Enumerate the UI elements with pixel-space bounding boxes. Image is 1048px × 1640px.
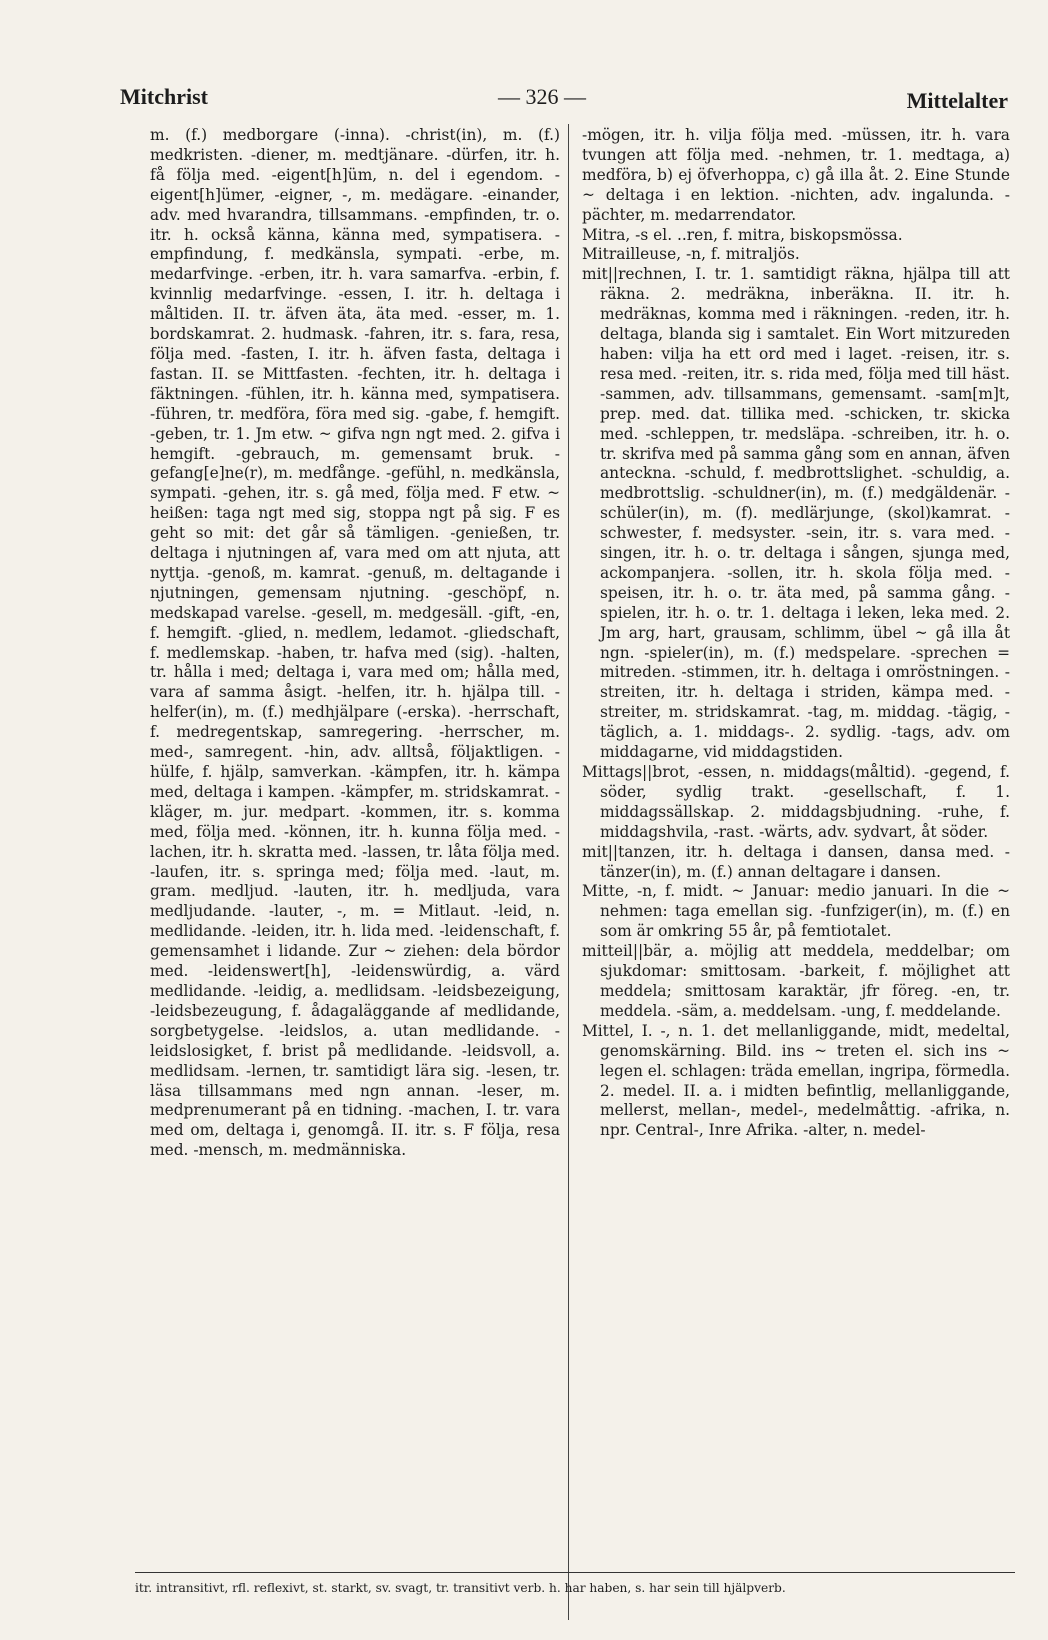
dictionary-entry: m. (f.) medborgare (-inna). -christ(in), m. (f.) medkristen. -diener, m. medtjänare. -dürfen, itr. h. få följa med. -eigent[h]üm, n. del i egendom. -eigent[h]ümer, -eigner, -, m. medägare. -einander, adv. med hvarandra, tillsammans. -empfinden, tr. o. itr. h. också känna, känna med, sympatisera. -empfindung, f. medkänsla, sympati. -erbe, m. medarfvinge. -erben, itr. h. vara samarfva. -erbin, f. kvinnlig medarfvinge. -essen, I. itr. h. deltaga i måltiden. II. tr. äfven äta, äta med. -esser, m. 1. bordskamrat. 2. hudmask. -fahren, itr. s. fara, resa, följa med. -fasten, I. itr. h. äfven fasta, deltaga i fastan. II. se Mittfasten. -fechten, itr. h. deltaga i fäktningen. -fühlen, itr. h. känna med, sympatisera. -führen, tr. medföra, föra med sig. -gabe, f. hemgift. -geben, tr. 1. Jm etw. ~ gifva ngn ngt med. 2. gifva i hemgift. -gebrauch, m. gemensamt bruk. -gefang[e]ne(r), m. medfånge. -gefühl, n. medkänsla, sympati. -gehen, itr. s. gå med, följa med. F etw. ~ heißen: taga ngt med sig, stoppa ngt på sig. F es geht so mit: det går så tämligen. -genießen, tr. deltaga i njutningen af, vara med om att njuta, att nyttja. -genoß, m. kamrat. -genuß, m. deltagande i njutningen, gemensam njutning. -geschöpf, n. medskapad varelse. -gesell, m. medgesäll. -gift, -en, f. hemgift. -glied, n. medlem, ledamot. -gliedschaft, f. medlemskap. -haben, tr. hafva med (sig). -halten, tr. hålla i med; deltaga i, vara med om; hålla med, vara af samma åsigt. -helfen, itr. h. hjälpa till. -helfer(in), m. (f.) medhjälpare (-erska). -herrschaft, f. medregentskap, samregering. -herrscher, m. med-, samregent. -hin, adv. alltså, följaktligen. -hülfe, f. hjälp, samverkan. -kämpfen, itr. h. kämpa med, deltaga i kampen. -kämpfer, m. stridskamrat. -kläger, m. jur. medpart. -kommen, itr. s. komma med, följa med. -können, itr. h. kunna följa med. -lachen, itr. h. skratta med. -lassen, tr. låta följa med. -laufen, itr. s. springa med; följa med. -laut, m. gram. medljud. -lauten, itr. h. medljuda, vara medljudande. -lauter, -, m. = Mitlaut. -leid, n. medlidande. -leiden, itr. h. lida med. -leidenschaft, f. gemensamhet i lidande. Zur ~ ziehen: dela bördor med. -leidenswert[h], -leidenswürdig, a. värd medlidande. -leidig, a. medlidsam. -leidsbezeigung, -leidsbezeugung, f. ådagaläggande af medlidande, sorgbetygelse. -leidslos, a. utan medlidande. -leidslosigket, f. brist på medlidande. -leidsvoll, a. medlidsam. -lernen, tr. samtidigt lära sig. -lesen, tr. läsa tillsammans med ngn annan. -leser, m. medprenumerant på en tidning. -machen, I. tr. vara med om, deltaga i, genomgå. II. itr. s. F följa, resa med. -mensch, m. medmänniska. xyxy=(150,126,560,1160)
dictionary-entry: Mittags||brot, -essen, n. middags(måltid). -gegend, f. söder, sydlig trakt. -gesellschaft, f. 1. middagssällskap. 2. middagsbjudning. -ruhe, f. middagshvila, -rast. -wärts, adv. sydvart, åt söder. xyxy=(582,763,1010,841)
dictionary-entry: mit||rechnen, I. tr. 1. samtidigt räkna, hjälpa till att räkna. 2. medräkna, inberäkna. II. itr. h. medräknas, komma med i räkningen. -reden, itr. h. deltaga, blanda sig i samtalet. Ein Wort mitzureden haben: vilja ha ett ord med i laget. -reisen, itr. s. resa med. -reiten, itr. s. rida med, följa med till häst. -sammen, adv. tillsammans, gemensamt. -sam[m]t, prep. med. dat. tillika med. -schicken, tr. skicka med. -schleppen, tr. medsläpa. -schreiben, itr. h. o. tr. skrifva med på samma gång som en annan, äfven anteckna. -schuld, f. medbrottslighet. -schuldig, a. medbrottslig. -schuldner(in), m. (f.) medgäldenär. -schüler(in), m. (f). medlärjunge, (skol)kamrat. -schwester, f. medsyster. -sein, itr. s. vara med. -singen, itr. h. o. tr. deltaga i sången, sjunga med, ackompanjera. -sollen, itr. h. skola följa med. -speisen, itr. h. o. tr. äta med, på samma gång. -spielen, itr. h. o. tr. 1. deltaga i leken, leka med. 2. Jm arg, hart, grausam, schlimm, übel ~ gå illa åt ngn. -spieler(in), m. (f.) medspelare. -sprechen = mitreden. -stimmen, itr. h. deltaga i omröstningen. -streiten, itr. h. deltaga i striden, kämpa med. -streiter, m. stridskamrat. -tag, m. middag. -tägig, -täglich, a. 1. middags-. 2. sydlig. -tags, adv. om middagarne, vid middagstiden. xyxy=(582,265,1010,762)
dictionary-entry: Mitrailleuse, -n, f. mitraljös. xyxy=(582,245,800,264)
dictionary-entry: Mittel, I. -, n. 1. det mellanliggande, midt, medeltal, genomskärning. Bild. ins ~ treten el. sich ins ~ legen el. schlagen: träda emellan, ingripa, förmedla. 2. medel. II. a. i midten befintlig, mellanliggande, mellerst, mellan-, medel-, medelmåttig. -afrika, n. npr. Central-, Inre Afrika. -alter, n. medel- xyxy=(582,1021,1010,1140)
page-number: — 326 — xyxy=(498,84,586,109)
header-left-guideword: Mitchrist xyxy=(120,84,208,109)
left-column xyxy=(150,126,560,1161)
column-divider xyxy=(568,124,569,1620)
abbreviation-footer: itr. intransitivt, rfl. reflexivt, st. starkt, sv. svagt, tr. transitivt verb. h. har haben, s. har sein till hjälpverb. xyxy=(135,1572,1015,1595)
right-column xyxy=(582,126,1010,1141)
dictionary-entry: -mögen, itr. h. vilja följa med. -müssen, itr. h. vara tvungen att följa med. -nehmen, tr. 1. medtaga, a) medföra, b) ej öfverhoppa, c) gå illa åt. 2. Eine Stunde ~ deltaga i en lektion. -nichten, adv. ingalunda. -pächter, m. medarrendator. xyxy=(582,126,1010,224)
dictionary-entry: Mitte, -n, f. midt. ~ Januar: medio januari. In die ~ nehmen: taga emellan sig. -funfziger(in), m. (f.) en som är omkring 55 år, på femtiotalet. xyxy=(582,882,1010,941)
dictionary-entry: Mitra, -s el. ..ren, f. mitra, biskopsmössa. xyxy=(582,225,903,244)
dictionary-entry: mitteil||bär, a. möjlig att meddela, meddelbar; om sjukdomar: smittosam. -barkeit, f. möjlighet att meddela; smittosam karaktär, jfr föreg. -en, tr. meddela. -säm, a. meddelsam. -ung, f. meddelande. xyxy=(582,942,1010,1020)
header-right-guideword: Mittelalter xyxy=(906,88,1008,113)
page-header xyxy=(120,84,1008,114)
dictionary-entry: mit||tanzen, itr. h. deltaga i dansen, dansa med. -tänzer(in), m. (f.) annan deltagare i dansen. xyxy=(582,842,1010,881)
